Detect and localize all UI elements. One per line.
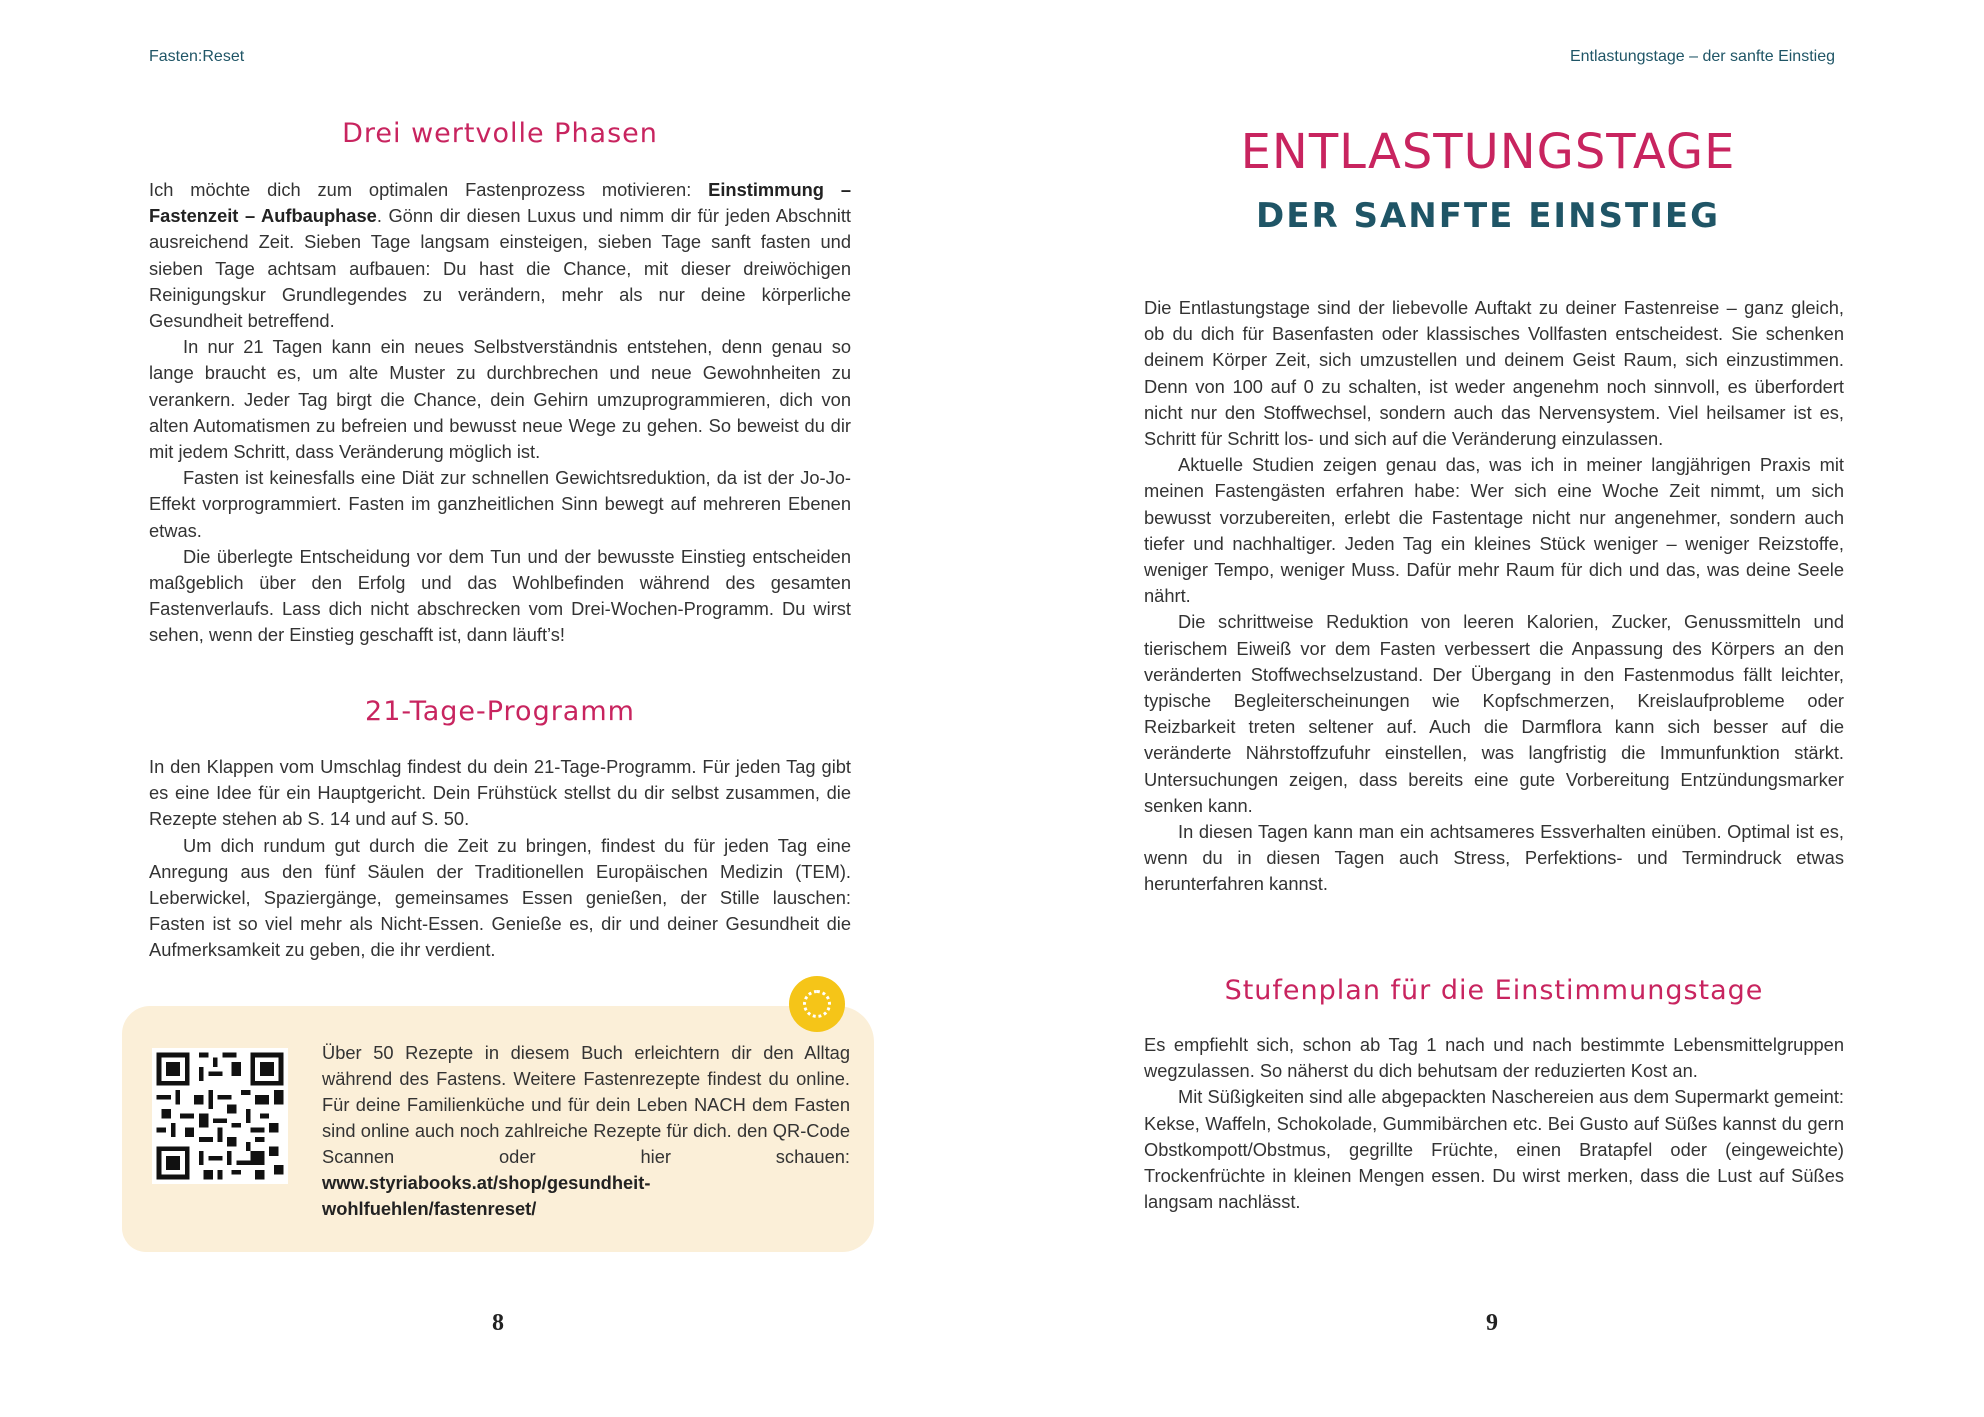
paragraph: Mit Süßigkeiten sind alle abgepackten Naschereien aus dem Supermarkt gemeint: Kekse, Waffeln, Schokolade, Gummibärchen etc. Bei Gusto auf Süßes kannst du gern Obstkompott/Obstmus, gegrillte Früchte, einen Bratapfel oder (eingeweichte) Trockenfrüchte in kleinen Mengen essen. Du wirst merken, dass die Lust auf Süßes langsam nachlässt. [1144,1086,1844,1213]
page-number-right: 9 [1486,1310,1498,1336]
phases-bold: Einstimmung – Fastenzeit – Aufbauphase [149,179,851,227]
paragraph: Es empfiehlt sich, schon ab Tag 1 nach und nach bestimmte Lebensmittelgruppen wegzulassen. So näherst du dich behutsam der reduzierten Kost an. [1144,1034,1844,1082]
paragraph: In nur 21 Tagen kann ein neues Selbstverständnis entstehen, denn genau so lange braucht es, um alte Muster zu durchbrechen und neue Gewohnheiten zu verankern. Jeder Tag birgt die Chance, dein Gehirn umzuprogrammieren, dich von alten Automatismen zu befreien und bewusst neue Wege zu gehen. So beweist du dir mit jedem Schritt, dass Veränderung möglich ist. [149,336,851,463]
sun-icon [789,976,845,1032]
running-head-right: Entlastungstage – der sanfte Einstieg [1569,48,1835,65]
paragraph: In diesen Tagen kann man ein achtsameres Essverhalten einüben. Optimal ist es, wenn du in diesen Tagen auch Stress, Perfektions- und Termindruck etwas herunterfahren kannst. [1144,821,1844,895]
section-stufenplan [1144,975,1844,1006]
paragraph: Fasten ist keinesfalls eine Diät zur schnellen Gewichtsreduktion, da ist der Jo-Jo-Effekt vorprogrammiert. Fasten im ganzheitlichen Sinn bewegt auf mehreren Ebenen etwas. [149,467,851,541]
paragraph: Ich möchte dich zum optimalen Fastenprozess motivieren: Einstimmung – Fastenzeit – Aufbauphase. Gönn dir diesen Luxus und nimm dir für jeden Abschnitt ausreichend Zeit. Sieben Tage langsam einsteigen, sieben Tage sanft fasten und sieben Tage achtsam aufbauen: Du hast die Chance, mit dieser dreiwöchigen Reinigungskur Grundlegendes zu verändern, mehr als nur deine körperliche Gesundheit betreffend. [149,179,851,332]
section-21-tage-body [149,754,851,964]
running-head-left: Fasten:Reset [149,48,245,65]
paragraph: Die überlegte Entscheidung vor dem Tun und der bewusste Einstieg entscheiden maßgeblich über den Erfolg und das Wohlbefinden während des gesamten Fastenverlaufs. Lass dich nicht abschrecken vom Drei-Wochen-Programm. Du wirst sehen, wenn der Einstieg geschafft ist, dann läuft’s! [149,545,851,646]
paragraph: Um dich rundum gut durch die Zeit zu bringen, findest du für jeden Tag eine Anregung aus den fünf Säulen der Traditionellen Europäischen Medizin (TEM). Leberwickel, Spaziergänge, gemeinsames Essen genießen, der Stille lauschen: Fasten ist so viel mehr als Nicht-Essen. Genieße es, dir und deiner Gesundheit die Aufmerksamkeit zu geben, die ihr verdient. [149,834,851,961]
paragraph: Die schrittweise Reduktion von leeren Kalorien, Zucker, Genussmitteln und tierischem Eiweiß vor dem Fasten verbessert die Anpassung des Körpers an den veränderten Stoffwechselzustand. Der Übergang in den Fastenmodus fällt leichter, typische Begleiterscheinungen wie Kopfschmerzen, Kreislaufprobleme oder Reizbarkeit treten seltener auf. Auch die Darmflora kann sich besser auf die veränderte Nährstoffzufuhr einstellen, was langfristig die Immunfunktion stärkt. Untersuchungen zeigen, dass bereits eine gute Vorbereitung Entzündungsmarker senken kann. [1144,611,1844,816]
paragraph: Die Entlastungstage sind der liebevolle Auftakt zu deiner Fastenreise – ganz gleich, ob du dich für Basenfasten oder klassisches Vollfasten entscheidest. Sie schenken deinem Körper Zeit, sich umzustellen und deinem Geist Raum, sich einzustimmen. Denn von 100 auf 0 zu schalten, ist weder angenehm noch sinnvoll, es überfordert nicht nur den Stoffwechsel, sondern auch das Nervensystem. Viel heilsamer ist es, Schritt für Schritt los- und sich auf die Veränderung einzulassen. [1144,297,1844,450]
heading-stufenplan: Stufenplan für die Einstimmungstage [1224,975,1764,1006]
chapter-title-main: ENTLASTUNGSTAGE [1240,124,1736,180]
right-page [992,0,1984,1417]
heading-drei-wertvolle-phasen: Drei wertvolle Phasen [342,118,658,149]
recipe-url-link[interactable]: www.styriabooks.at/shop/gesundheit-wohlfuehlen/fastenreset/ [322,1172,651,1219]
infobox-text: Über 50 Rezepte in diesem Buch erleichtern dir den Alltag während des Fastens. Weitere Fastenrezepte findest du online. Für deine Familienküche und für dein Leben NACH dem Fasten sind online auch noch zahlreiche Rezepte für dich. den QR-Code Scannen oder hier schauen: www.styriabooks.at/shop/gesundheit-wohlfuehlen/fastenreset/ [322,1042,850,1219]
section-drei-phasen-body [149,177,851,649]
section-stufenplan-body [1144,1032,1844,1215]
paragraph: In den Klappen vom Umschlag findest du dein 21-Tage-Programm. Für jeden Tag gibt es eine Idee für ein Hauptgericht. Dein Frühstück stellst du dir selbst zusammen, die Rezepte stehen ab S. 14 und auf S. 50. [149,756,851,830]
chapter-title [992,124,1984,236]
page-number-left: 8 [492,1310,504,1336]
chapter-body [1144,295,1844,898]
paragraph: Aktuelle Studien zeigen genau das, was ich in meiner langjährigen Praxis mit meinen Fastengästen erfahren habe: Wer sich eine Woche Zeit nimmt, um sich bewusst vorzubereiten, erlebt die Fastentage nicht nur angenehmer, sondern auch tiefer und nachhaltiger. Jeden Tag ein kleines Stück weniger – weniger Reizstoffe, weniger Tempo, weniger Muss. Dafür mehr Raum für dich und das, was deine Seele nährt. [1144,454,1844,607]
heading-21-tage-programm: 21-Tage-Programm [365,696,635,727]
chapter-title-sub: DER SANFTE EINSTIEG [1256,196,1720,236]
section-drei-phasen [149,118,851,149]
section-21-tage [149,696,851,727]
qr-code-icon[interactable] [152,1048,288,1184]
